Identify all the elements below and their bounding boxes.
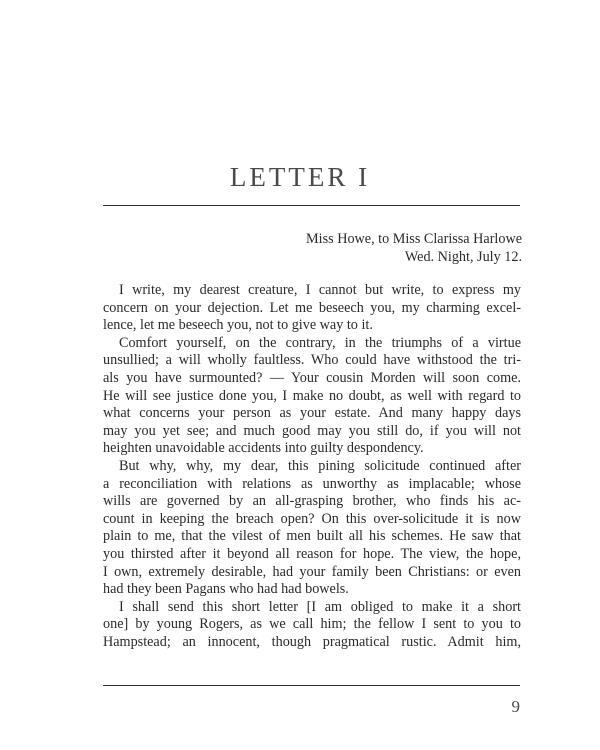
- text-line: Hampstead; an innocent, though pragmatical rustic. Admit him,: [103, 633, 521, 650]
- chapter-title: LETTER I: [229, 162, 371, 192]
- text-line: count in keeping the breach open? On this over-solicitude it is now: [103, 510, 521, 527]
- text-line: what concerns your person as your estate. And many happy days: [103, 405, 521, 422]
- text-line: unsullied; a will wholly faultless. Who could have withstood the tri-: [103, 352, 521, 369]
- text-line: you thirsted after it beyond all reason for hope. The view, the hope,: [103, 545, 521, 562]
- text-line: may you yet see; and much good may you still do, if you will not: [103, 422, 521, 439]
- text-line: I shall send this short letter [I am obliged to make it a short: [119, 598, 521, 615]
- addressee-line: Miss Howe, to Miss Clarissa Harlowe: [306, 231, 522, 247]
- text-line: plain to me, that the vilest of men built all his schemes. He saw that: [103, 528, 521, 545]
- text-line: Comfort yourself, on the contrary, in the triumphs of a virtue: [119, 334, 521, 351]
- text-line: I own, extremely desirable, had your family been Christians: or even: [103, 563, 521, 580]
- top-rule: [103, 205, 520, 206]
- letter-body: [103, 282, 521, 651]
- text-line: heighten unavoidable accidents into guilty despondency.: [103, 440, 424, 457]
- paragraph: [103, 335, 521, 458]
- text-line: one] by young Rogers, as we call him; the fellow I sent to you to: [103, 616, 521, 633]
- text-line: wills are governed by an all-grasping brother, who finds his ac-: [103, 493, 521, 510]
- paragraph: [103, 458, 521, 599]
- text-line: concern on your dejection. Let me beseech you, my charming excel-: [103, 299, 521, 316]
- text-line: lence, let me beseech you, not to give way to it.: [103, 317, 373, 334]
- page-number: 9: [511, 697, 520, 716]
- letter-heading: [306, 231, 522, 266]
- paragraph: [103, 599, 521, 652]
- text-line: But why, why, my dear, this pining solicitude continued after: [119, 457, 521, 474]
- date-line: Wed. Night, July 12.: [404, 248, 522, 265]
- text-line: He will see justice done you, I make no doubt, as well with regard to: [103, 387, 521, 404]
- text-line: a reconciliation with relations as unworthy as implacable; whose: [103, 475, 521, 492]
- text-line: had they been Pagans who had had bowels.: [103, 581, 349, 598]
- text-line: als you have surmounted? — Your cousin Morden will soon come.: [103, 369, 521, 386]
- paragraph: [103, 282, 521, 335]
- bottom-rule: [103, 685, 520, 686]
- text-line: I write, my dearest creature, I cannot but write, to express my: [119, 282, 521, 298]
